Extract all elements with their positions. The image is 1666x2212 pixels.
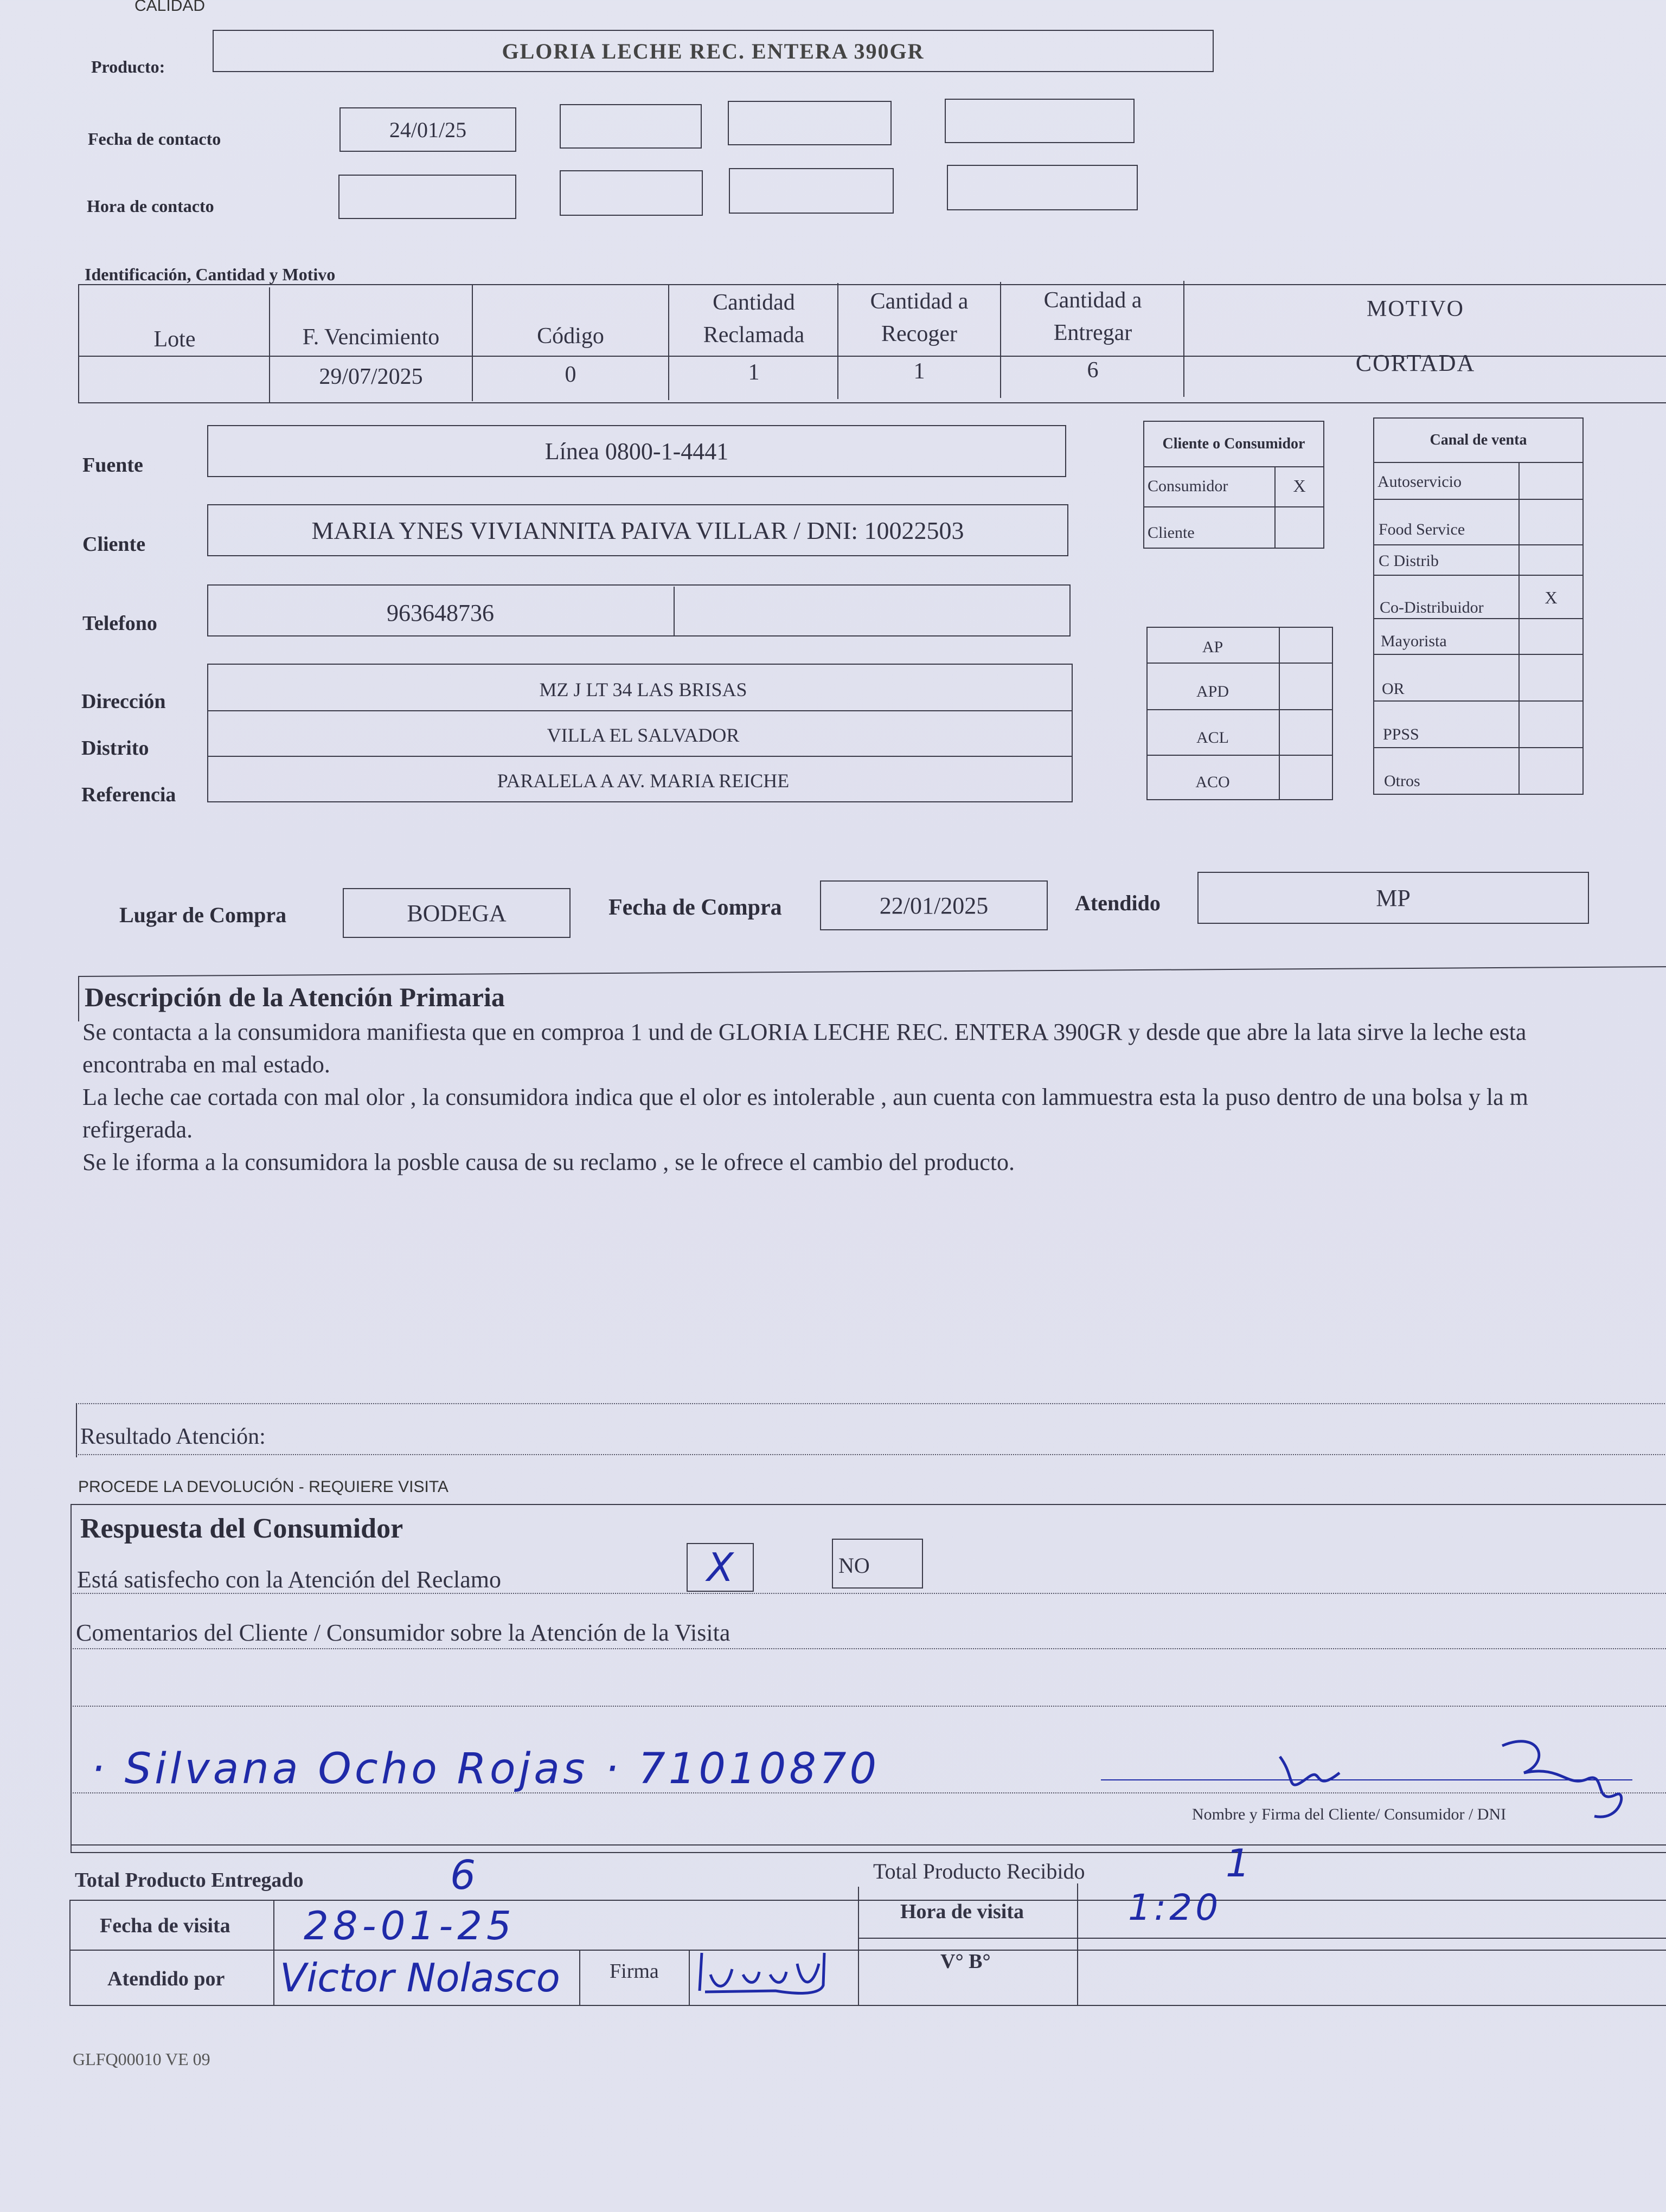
description-line-5: Se le iforma a la consumidora la posble causa de su reclamo , se le ofrece el cambio del producto. xyxy=(82,1149,1015,1175)
product-field xyxy=(213,30,1214,72)
aco-row: ACO xyxy=(1195,773,1230,791)
canal-mayorista: Mayorista xyxy=(1381,632,1447,650)
cell-lote xyxy=(80,359,269,397)
satisfied-no-label: NO xyxy=(838,1553,870,1578)
lugar-compra-value: BODEGA xyxy=(407,899,507,927)
cell-cantidad-entregar: 6 xyxy=(1087,358,1099,383)
fuente-value: Línea 0800-1-4441 xyxy=(544,438,729,465)
cliente-consumidor-title: Cliente o Consumidor xyxy=(1162,435,1305,452)
cell-motivo: CORTADA xyxy=(1355,349,1476,376)
atendido-por-label: Atendido por xyxy=(107,1967,225,1990)
vobo-label: V° B° xyxy=(940,1950,991,1973)
total-entregado-value: 6 xyxy=(450,1852,476,1899)
satisfied-label: Está satisfecho con la Atención del Reclamo xyxy=(77,1566,501,1593)
atendido-label: Atendido xyxy=(1075,891,1161,915)
contact-date-field-4 xyxy=(945,99,1135,143)
identification-title: Identificación, Cantidad y Motivo xyxy=(85,265,336,284)
total-entregado-label: Total Producto Entregado xyxy=(75,1869,304,1892)
canal-autoservicio: Autoservicio xyxy=(1377,473,1462,491)
apd-row: APD xyxy=(1196,683,1229,700)
col-cantidad-recoger: Cantidad a Recoger xyxy=(870,289,969,346)
col-motivo: MOTIVO xyxy=(1367,297,1464,321)
distrito-value: VILLA EL SALVADOR xyxy=(547,724,740,746)
lugar-compra-label: Lugar de Compra xyxy=(119,903,287,927)
canal-otros: Otros xyxy=(1384,772,1420,790)
response-title: Respuesta del Consumidor xyxy=(80,1513,403,1544)
col-lote: Lote xyxy=(153,327,196,352)
product-value: GLORIA LECHE REC. ENTERA 390GR xyxy=(502,38,925,63)
canal-co-distribuidor: Co-Distribuidor xyxy=(1380,599,1484,616)
fuente-field xyxy=(207,425,1066,477)
client-handwritten-name: · Silvana Ocho Rojas · 71010870 xyxy=(91,1745,880,1793)
signature-caption: Nombre y Firma del Cliente/ Consumidor / DNI xyxy=(1192,1805,1507,1823)
hora-visita-value: 1:20 xyxy=(1128,1887,1222,1928)
canal-food-service: Food Service xyxy=(1379,520,1465,538)
contact-time-label: Hora de contacto xyxy=(87,196,214,216)
ap-row: AP xyxy=(1202,638,1223,656)
consumidor-option-label: Consumidor xyxy=(1148,477,1228,495)
contact-date-value: 24/01/25 xyxy=(389,117,467,142)
satisfied-yes-checkbox[interactable] xyxy=(687,1543,754,1592)
fecha-compra-label: Fecha de Compra xyxy=(608,895,782,920)
acl-row: ACL xyxy=(1196,729,1229,747)
atendido-por-value: Victor Nolasco xyxy=(280,1955,560,2001)
total-recibido-value: 1 xyxy=(1226,1841,1250,1886)
fuente-label: Fuente xyxy=(82,454,143,477)
contact-date-field-1 xyxy=(339,107,516,152)
cell-vencimiento: 29/07/2025 xyxy=(319,364,423,389)
section-title: CALIDAD xyxy=(134,0,206,15)
total-recibido-label: Total Producto Recibido xyxy=(873,1859,1085,1883)
cell-codigo: 0 xyxy=(565,362,576,387)
canal-ppss: PPSS xyxy=(1383,725,1419,743)
referencia-value: PARALELA A AV. MARIA REICHE xyxy=(497,770,790,792)
satisfied-yes-mark: X xyxy=(707,1545,734,1590)
contact-time-field-1 xyxy=(338,175,516,219)
description-title: Descripción de la Atención Primaria xyxy=(85,982,505,1012)
description-line-3: La leche cae cortada con mal olor , la consumidora indica que el olor es intolerable , aun cuenta con lammuestra esta la puso dentro de una bolsa y la m xyxy=(82,1084,1528,1110)
direccion-label: Dirección xyxy=(81,690,166,713)
canal-c-distrib: C Distrib xyxy=(1379,552,1439,570)
firma-label: Firma xyxy=(610,1960,659,1983)
cell-cantidad-recoger: 1 xyxy=(913,359,925,384)
canal-co-distribuidor-mark[interactable]: X xyxy=(1545,587,1558,607)
lugar-compra-field xyxy=(343,888,571,938)
contact-date-label: Fecha de contacto xyxy=(88,129,221,149)
result-value: PROCEDE LA DEVOLUCIÓN - REQUIERE VISITA xyxy=(78,1478,448,1496)
hora-visita-label: Hora de visita xyxy=(900,1900,1024,1923)
direccion-value: MZ J LT 34 LAS BRISAS xyxy=(539,679,747,700)
col-cantidad-entregar: Cantidad a Entregar xyxy=(1043,288,1142,345)
attendant-signature xyxy=(694,1942,857,2002)
description-line-4: refirgerada. xyxy=(82,1116,193,1143)
contact-time-field-4 xyxy=(947,165,1138,210)
cliente-option-label: Cliente xyxy=(1148,524,1195,542)
fecha-visita-value: 28-01-25 xyxy=(304,1903,516,1949)
telefono-label: Telefono xyxy=(82,612,157,635)
fecha-visita-label: Fecha de visita xyxy=(100,1914,230,1937)
fecha-compra-value: 22/01/2025 xyxy=(879,892,989,919)
col-cantidad-reclamada: Cantidad Reclamada xyxy=(703,290,805,348)
result-label: Resultado Atención: xyxy=(80,1424,266,1449)
description-line-2: encontraba en mal estado. xyxy=(82,1051,330,1078)
contact-date-field-2 xyxy=(560,104,702,149)
canal-venta-title: Canal de venta xyxy=(1430,432,1527,448)
col-codigo: Código xyxy=(537,324,604,349)
consumidor-option-mark[interactable]: X xyxy=(1293,475,1306,496)
cliente-field xyxy=(207,504,1068,556)
telefono-value: 963648736 xyxy=(387,599,494,626)
cell-cantidad-reclamada: 1 xyxy=(748,360,760,385)
col-vencimiento: F. Vencimiento xyxy=(302,325,440,350)
fecha-compra-field xyxy=(820,880,1048,930)
cliente-value: MARIA YNES VIVIANNITA PAIVA VILLAR / DNI: 10022503 xyxy=(311,516,964,544)
satisfied-no-checkbox[interactable] xyxy=(832,1539,923,1589)
description-line-1: Se contacta a la consumidora manifiesta que en comproa 1 und de GLORIA LECHE REC. ENTERA 390GR y desde que abre la lata sirve la leche esta xyxy=(82,1019,1527,1045)
atendido-field xyxy=(1197,872,1589,924)
canal-or: OR xyxy=(1382,680,1405,698)
contact-time-field-3 xyxy=(729,168,894,214)
form-code: GLFQ00010 VE 09 xyxy=(73,2049,210,2069)
cliente-label: Cliente xyxy=(82,533,146,556)
referencia-label: Referencia xyxy=(81,783,176,806)
atendido-value: MP xyxy=(1376,884,1411,911)
contact-time-field-2 xyxy=(560,170,703,216)
cliente-option-mark[interactable] xyxy=(1276,510,1323,548)
product-label: Producto: xyxy=(91,57,165,76)
contact-date-field-3 xyxy=(728,101,892,145)
description-body xyxy=(82,1016,1666,1179)
comments-label: Comentarios del Cliente / Consumidor sobre la Atención de la Visita xyxy=(76,1619,731,1646)
distrito-label: Distrito xyxy=(81,737,149,760)
